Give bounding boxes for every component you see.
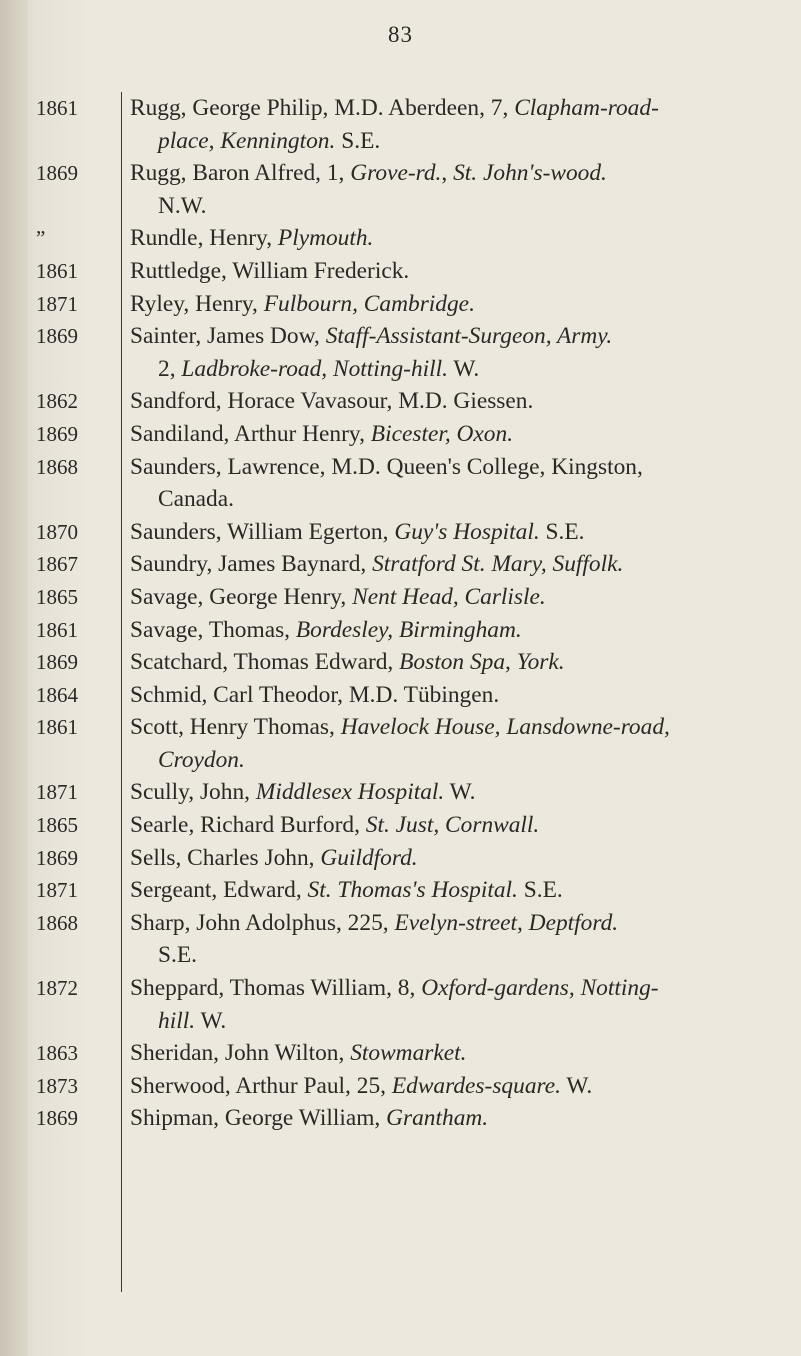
plain-text: Sharp, John Adolphus, 225,: [130, 909, 395, 936]
register-entry: [0, 711, 801, 776]
italic-address-text: Edwardes-square.: [391, 1072, 561, 1099]
page-number: 83: [388, 22, 413, 47]
register-entry: [0, 548, 801, 581]
entry-year: 1865: [36, 813, 78, 838]
entry-year: 1862: [36, 389, 78, 414]
entry-year: 1865: [36, 584, 78, 609]
italic-address-text: Boston Spa, York.: [399, 649, 565, 676]
plain-text: Sheridan, John Wilton,: [130, 1040, 351, 1067]
plain-text: Sheppard, Thomas William, 8,: [130, 975, 422, 1002]
entry-line: [0, 157, 801, 190]
entry-year: 1872: [36, 976, 78, 1001]
entry-year: 1869: [36, 845, 78, 870]
entry-year: 1869: [36, 324, 78, 349]
entry-text: [130, 418, 513, 451]
entry-line: [0, 842, 801, 875]
register-entry: [0, 288, 801, 321]
entry-text: [158, 353, 479, 386]
plain-text: S.E.: [539, 518, 585, 545]
entry-line: [0, 581, 801, 614]
plain-text: Scatchard, Thomas Edward,: [130, 649, 400, 676]
entry-year: 1868: [36, 910, 78, 935]
entry-text: [158, 125, 380, 158]
entry-year: 1870: [36, 519, 78, 544]
entry-continuation-line: [0, 125, 801, 158]
entry-line: [0, 614, 801, 647]
italic-address-text: place, Kennington.: [158, 127, 336, 154]
entry-line: [0, 92, 801, 125]
entry-text: [130, 581, 546, 614]
entry-text: [130, 614, 522, 647]
plain-text: Sandford, Horace Vavasour, M.D. Giessen.: [130, 388, 534, 415]
entry-line: [0, 1102, 801, 1135]
italic-address-text: St. Thomas's Hospital.: [307, 877, 518, 904]
entry-year: 1869: [36, 1106, 78, 1131]
entry-text: [130, 320, 612, 353]
entry-continuation-line: [0, 483, 801, 516]
entry-text: [130, 1037, 466, 1070]
italic-address-text: Fulbourn, Cambridge.: [263, 290, 475, 317]
entry-line: [0, 1070, 801, 1103]
register-entry: [0, 646, 801, 679]
entry-continuation-line: [0, 1005, 801, 1038]
plain-text: Sherwood, Arthur Paul, 25,: [130, 1072, 392, 1099]
register-entry: [0, 516, 801, 549]
entry-year: 1868: [36, 454, 78, 479]
italic-address-text: Bicester, Oxon.: [370, 420, 514, 447]
italic-address-text: hill.: [158, 1007, 196, 1034]
italic-address-text: Clapham-road-: [514, 95, 659, 121]
entry-text: [130, 842, 418, 875]
italic-address-text: Ladbroke-road, Notting-hill.: [181, 355, 448, 382]
plain-text: Saunders, Lawrence, M.D. Queen's College, Kingston,: [130, 453, 643, 480]
entry-year: 1869: [36, 161, 78, 186]
entry-text: [130, 972, 659, 1005]
italic-address-text: Croydon.: [158, 746, 245, 773]
entry-text: [130, 157, 607, 190]
plain-text: Sergeant, Edward,: [130, 877, 308, 904]
register-entry: [0, 222, 801, 255]
entry-line: [0, 646, 801, 679]
entry-line: [0, 907, 801, 940]
plain-text: W.: [444, 779, 476, 806]
entry-year: 1861: [36, 715, 78, 740]
entry-line: [0, 255, 801, 288]
entry-year: 1861: [36, 258, 78, 283]
register-entry: [0, 776, 801, 809]
entry-year: 1863: [36, 1041, 78, 1066]
entry-line: [0, 1037, 801, 1070]
entry-line: [0, 874, 801, 907]
plain-text: Sells, Charles John,: [130, 844, 321, 871]
italic-address-text: St. Just, Cornwall.: [365, 812, 540, 839]
italic-address-text: Guildford.: [320, 844, 418, 871]
entry-continuation-line: [0, 744, 801, 777]
entry-line: [0, 776, 801, 809]
entry-line: [0, 320, 801, 353]
entry-text: [158, 190, 207, 223]
plain-text: Rugg, George Philip, M.D. Aberdeen, 7,: [130, 95, 515, 121]
register-entry: [0, 418, 801, 451]
plain-text: N.W.: [158, 192, 207, 219]
italic-address-text: Oxford-gardens, Notting-: [421, 975, 659, 1002]
italic-address-text: Bordesley, Birmingham.: [295, 616, 522, 643]
entry-year: 1867: [36, 552, 78, 577]
plain-text: Rugg, Baron Alfred, 1,: [130, 160, 351, 187]
entry-year: 1869: [36, 421, 78, 446]
entry-line: [0, 288, 801, 321]
plain-text: S.E.: [158, 942, 197, 969]
register-entry: [0, 842, 801, 875]
plain-text: W.: [560, 1072, 593, 1099]
plain-text: Ruttledge, William Frederick.: [130, 257, 410, 284]
entry-year: 1873: [36, 1073, 78, 1098]
entry-line: [0, 222, 801, 255]
entry-line: [0, 418, 801, 451]
entry-text: [158, 483, 234, 516]
entry-continuation-line: [0, 353, 801, 386]
plain-text: Schmid, Carl Theodor, M.D. Tübingen.: [130, 681, 500, 708]
plain-text: Scott, Henry Thomas,: [130, 714, 341, 741]
plain-text: Sandiland, Arthur Henry,: [130, 420, 371, 447]
entry-text: [130, 92, 659, 125]
entry-text: [158, 1005, 226, 1038]
entry-text: [130, 451, 643, 484]
register-entry: [0, 809, 801, 842]
entry-line: [0, 385, 801, 418]
entry-year: 1871: [36, 878, 78, 903]
register-entry: [0, 614, 801, 647]
register-entry: [0, 1070, 801, 1103]
entry-line: [0, 548, 801, 581]
entry-line: [0, 972, 801, 1005]
plain-text: Searle, Richard Burford,: [130, 812, 366, 839]
entry-text: [130, 288, 475, 321]
entry-text: [130, 385, 533, 418]
register-entry: [0, 255, 801, 288]
italic-address-text: Stowmarket.: [350, 1040, 467, 1067]
plain-text: Scully, John,: [130, 779, 256, 806]
entry-year: ”: [36, 226, 46, 251]
entry-text: [158, 939, 197, 972]
register-entry: [0, 581, 801, 614]
entry-text: [130, 1070, 592, 1103]
plain-text: Saundry, James Baynard,: [130, 551, 373, 578]
plain-text: Saunders, William Egerton,: [130, 518, 395, 545]
plain-text: Savage, Thomas,: [130, 616, 296, 643]
italic-address-text: Plymouth.: [277, 225, 374, 252]
plain-text: W.: [448, 355, 480, 382]
register-entry: [0, 92, 801, 157]
entry-continuation-line: [0, 190, 801, 223]
entry-line: [0, 516, 801, 549]
italic-address-text: St. John's-wood.: [453, 160, 607, 187]
italic-address-text: Staff-Assistant-Surgeon, Army.: [325, 323, 613, 350]
italic-address-text: Grove-rd.: [350, 160, 442, 187]
entry-text: [130, 874, 563, 907]
plain-text: Canada.: [158, 486, 234, 513]
register-entry: [0, 907, 801, 972]
entry-year: 1864: [36, 682, 78, 707]
entry-year: 1871: [36, 780, 78, 805]
italic-address-text: Guy's Hospital.: [394, 518, 540, 545]
entry-line: [0, 711, 801, 744]
plain-text: 2,: [158, 355, 182, 382]
entry-text: [130, 776, 475, 809]
entry-year: 1861: [36, 96, 78, 120]
entry-text: [158, 744, 245, 777]
plain-text: Ryley, Henry,: [130, 290, 264, 317]
plain-text: Rundle, Henry,: [130, 225, 278, 252]
entry-text: [130, 255, 409, 288]
italic-address-text: Grantham.: [386, 1105, 489, 1132]
italic-address-text: Nent Head, Carlisle.: [352, 583, 546, 610]
register-entry: [0, 451, 801, 516]
register-entries: [0, 92, 801, 1135]
italic-address-text: Stratford St. Mary, Suffolk.: [372, 551, 624, 578]
entry-text: [130, 907, 618, 940]
register-entry: [0, 679, 801, 712]
plain-text: Shipman, George William,: [130, 1105, 387, 1132]
entry-text: [130, 516, 585, 549]
italic-address-text: Havelock House, Lansdowne-road,: [340, 714, 670, 741]
entry-text: [130, 679, 499, 712]
plain-text: Sainter, James Dow,: [130, 323, 326, 350]
entry-text: [130, 711, 670, 744]
plain-text: S.E.: [335, 127, 381, 154]
italic-address-text: Evelyn-street, Deptford.: [394, 909, 619, 936]
entry-text: [130, 809, 539, 842]
entry-year: 1871: [36, 291, 78, 316]
entry-continuation-line: [0, 939, 801, 972]
plain-text: Savage, George Henry,: [130, 583, 353, 610]
plain-text: ,: [441, 160, 454, 187]
entry-text: [130, 646, 565, 679]
entry-line: [0, 679, 801, 712]
register-entry: [0, 1102, 801, 1135]
entry-text: [130, 222, 373, 255]
entry-text: [130, 1102, 488, 1135]
entry-line: [0, 451, 801, 484]
register-entry: [0, 385, 801, 418]
entry-line: [0, 809, 801, 842]
register-entry: [0, 972, 801, 1037]
entry-text: [130, 548, 623, 581]
entry-year: 1869: [36, 650, 78, 675]
register-entry: [0, 874, 801, 907]
italic-address-text: Middlesex Hospital.: [255, 779, 445, 806]
register-entry: [0, 320, 801, 385]
register-entry: [0, 157, 801, 222]
plain-text: W.: [195, 1007, 227, 1034]
register-entry: [0, 1037, 801, 1070]
plain-text: S.E.: [517, 877, 563, 904]
entry-year: 1861: [36, 617, 78, 642]
